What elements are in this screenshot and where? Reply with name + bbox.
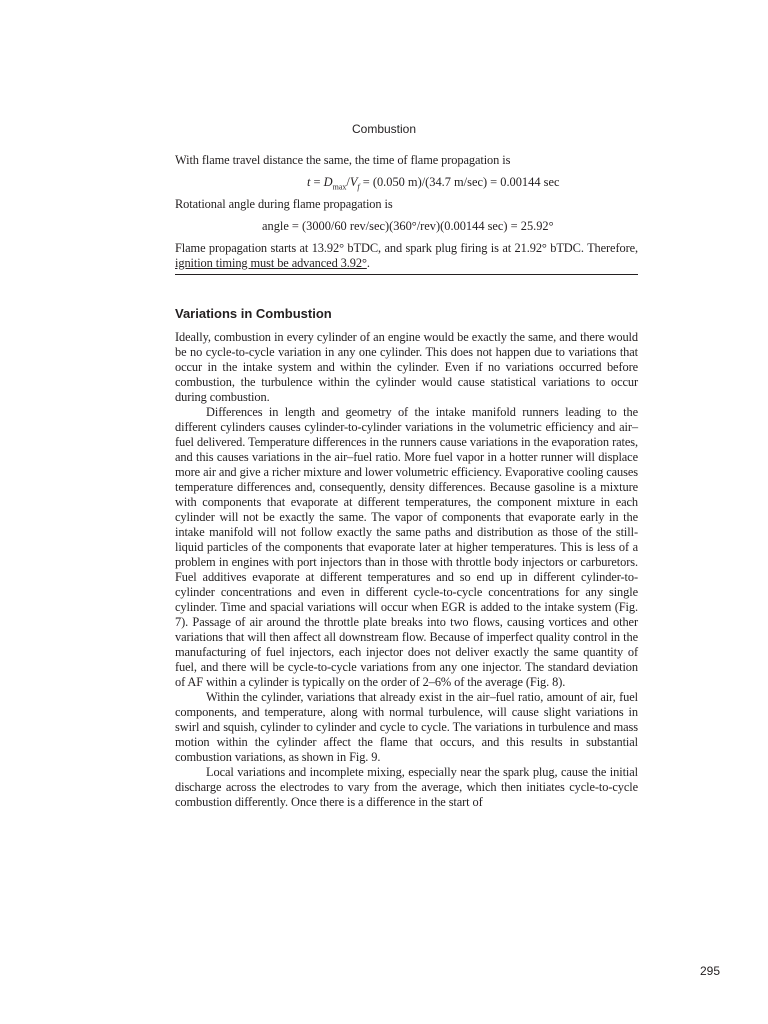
eq1-sub-max: max [332, 182, 347, 192]
eq1-var-d: D [323, 175, 333, 189]
eq1-rest: = (0.050 m)/(34.7 m/sec) = 0.00144 sec [359, 175, 560, 189]
example-result-period: . [366, 256, 370, 270]
section-body [175, 330, 638, 810]
eq1-var-v: V [349, 175, 358, 189]
body-paragraph: Local variations and incomplete mixing, especially near the spark plug, cause the initial discharge across the electrodes to vary from the average, which then initiates cycle-to-cycle combustion differently. Once there is a difference in the start of [175, 765, 638, 809]
body-paragraph: Differences in length and geometry of the intake manifold runners leading to the different cylinders causes cylinder-to-cylinder variations in the volumetric efficiency and air–fuel delivered. Temperature differences in the runners cause variations in the evaporation rates, and this causes variations in the air–fuel ratio. More fuel vapor in a hotter runner will displace more air and give a richer mixture and lower volumetric efficiency. Evaporative cooling causes temperature differences and, consequently, density differences. Because gasoline is a mixture with components that evaporate at different temperatures, the component mixture in each cylinder will not be exactly the same. The vapor of components that evaporate early in the intake manifold will not follow exactly the same paths and distribution as those of the still-liquid particles of the components that evaporate later at higher temperatures. This is less of a problem in engines with port injectors than in those with throttle body injectors or carburetors. Fuel additives evaporate at different temperatures and so end up in different cylinder-to-cylinder concentrations and even in different cycle-to-cycle concentrations for any single cylinder. Time and spacial variations will occur when EGR is added to the intake system (Fig. 7). Passage of air around the throttle plate breaks into two flows, causing vortices and other variations that will then affect all downstream flow. Because of imperfect quality control in the manufacturing of fuel injectors, each injector does not deliver exactly the same quantity of fuel, and there will be cycle-to-cycle variations from any one injector. The standard deviation of AF within a cylinder is typically on the order of 2–6% of the average (Fig. 8). [175, 405, 638, 689]
equation-rotational-angle: angle = (3000/60 rev/sec)(360°/rev)(0.00144 sec) = 25.92° [262, 219, 554, 233]
eq1-sub-f: f [357, 182, 360, 192]
example-intro-flame-time: With flame travel distance the same, the time of flame propagation is [175, 153, 511, 167]
eq1-equals: = [310, 175, 324, 189]
example-result-conclusion: ignition timing must be advanced 3.92° [175, 256, 367, 270]
running-head: Combustion [351, 122, 417, 136]
eq1-var-t: t [307, 175, 311, 189]
example-intro-rotational-angle: Rotational angle during flame propagation is [175, 197, 393, 211]
example-result-text: Flame propagation starts at 13.92° bTDC, and spark plug firing is at 21.92° bTDC. Therefore, [175, 241, 638, 255]
page-number: 295 [700, 964, 721, 978]
example-result [175, 241, 638, 271]
equation-flame-time [307, 175, 559, 190]
section-heading: Variations in Combustion [175, 306, 332, 321]
body-paragraph: Ideally, combustion in every cylinder of an engine would be exactly the same, and there would be no cycle-to-cycle variation in any one cylinder. This does not happen due to variations that occur in the intake system and within the cylinder. Even if no variations occurred before combustion, the turbulence within the cylinder would cause statistical variations to occur during combustion. [175, 330, 638, 404]
body-paragraph: Within the cylinder, variations that already exist in the air–fuel ratio, amount of air, fuel components, and temperature, along with normal turbulence, will cause slight variations in swirl and squish, cylinder to cylinder and cycle to cycle. The variations in turbulence and mass motion within the cylinder affect the flame that occurs, and this results in substantial combustion variations, as shown in Fig. 9. [175, 690, 638, 764]
example-end-rule [175, 274, 638, 275]
eq1-slash: / [346, 175, 350, 189]
